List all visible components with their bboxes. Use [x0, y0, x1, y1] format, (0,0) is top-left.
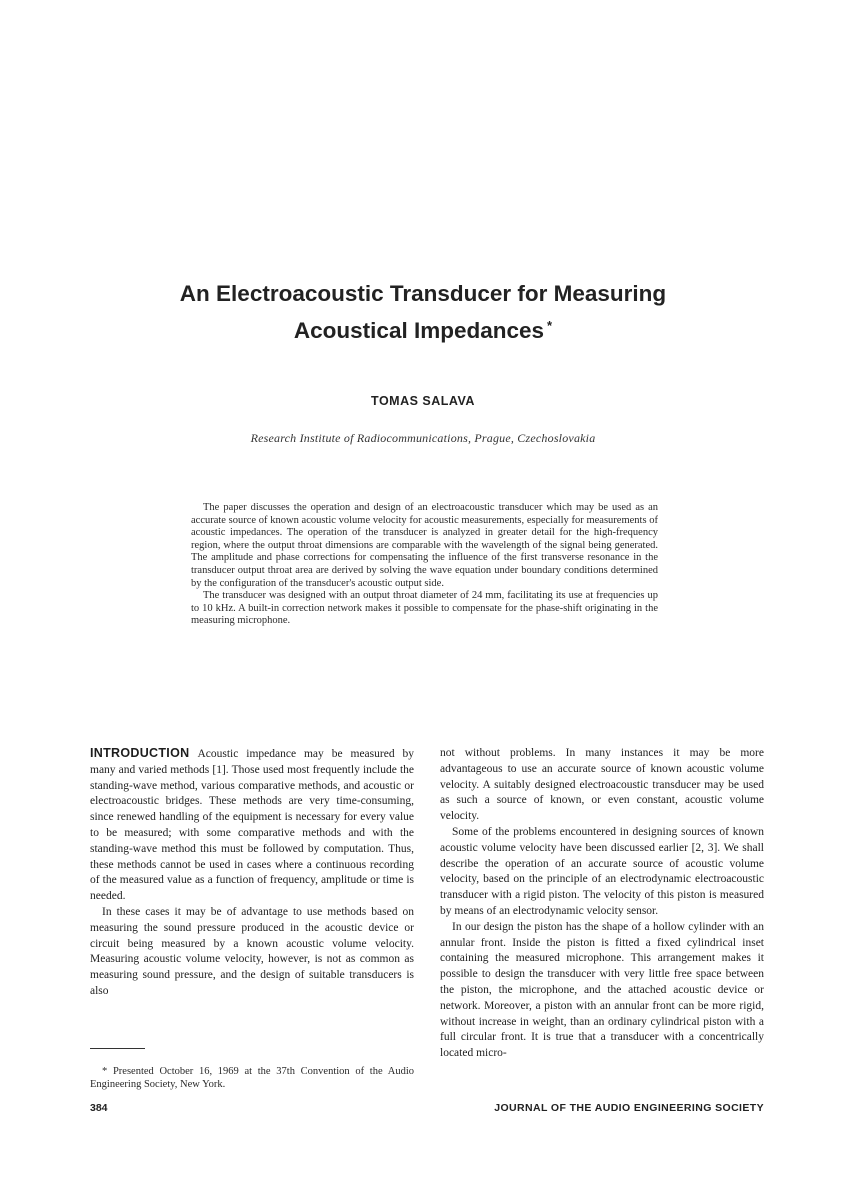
intro-paragraph-2: In these cases it may be of advantage to use methods based on measuring the sound pressure produced in the acoustic device or circuit being measured by a known acoustic volume velocity. Measuring acoustic volume velocity, however, is not as common as measuring sound pressure, and the design of suitable transducers is also	[90, 905, 414, 997]
footnote: * Presented October 16, 1969 at the 37th Convention of the Audio Engineering Society, New York.	[90, 1066, 414, 1090]
abstract-paragraph-2: The transducer was designed with an output throat diameter of 24 mm, facilitating its use at frequencies up to 10 kHz. A built-in correction network makes it possible to compensate for the phase-shift originating in the measuring microphone.	[191, 590, 658, 627]
title-line-2	[100, 310, 746, 347]
body-column-left	[90, 746, 414, 1000]
intro-paragraph-1	[90, 746, 414, 905]
journal-name: JOURNAL OF THE AUDIO ENGINEERING SOCIETY	[494, 1102, 764, 1114]
section-heading-introduction: INTRODUCTION	[90, 746, 190, 760]
title-footnote-mark: *	[547, 318, 553, 333]
title-line-1: An Electroacoustic Transducer for Measuring	[179, 281, 667, 306]
body-column-right	[440, 746, 764, 1062]
footnote-divider	[90, 1048, 145, 1049]
abstract	[191, 502, 658, 628]
intro-paragraph-5: In our design the piston has the shape of a hollow cylinder with an annular front. Inside the piston is fitted a fixed cylindrical inset containing the measured microphone. This arrangement makes it possible to design the transducer with very little free space between the piston, the microphone, and the attached acoustic device or network. Moreover, a piston with an annular front can be more rigid, without increase in weight, than an ordinary cylindrical piston with a full circular front. It is true that a transducer with a concentrically located micro-	[440, 920, 764, 1060]
title-line-2-text: Acoustical Impedances	[293, 318, 545, 343]
author-name: TOMAS SALAVA	[371, 394, 475, 408]
abstract-paragraph-1: The paper discusses the operation and design of an electroacoustic transducer which may be used as an accurate source of known acoustic volume velocity for acoustic measurements, especially for measurements of acoustic impedances. The operation of the transducer is analyzed in greater detail for the high-frequency region, where the output throat dimensions are comparable with the wavelength of the signal being generated. The amplitude and phase corrections for compensating the influence of the first transverse resonance in the transducer output throat area are derived by solving the wave equation under boundary conditions determined by the configuration of the transducer's acoustic output side.	[191, 502, 658, 589]
intro-paragraph-4: Some of the problems encountered in designing sources of known acoustic volume velocity have been discussed earlier [2, 3]. We shall describe the operation of an accurate source of acoustic volume velocity, based on the principle of an electrodynamic electroacoustic transducer with a rigid piston. The velocity of this piston is measured by means of an electrodynamic velocity sensor.	[440, 825, 764, 917]
article-title	[100, 278, 746, 347]
author-affiliation: Research Institute of Radiocommunications, Prague, Czechoslovakia	[250, 431, 596, 445]
page-number: 384	[90, 1102, 108, 1114]
intro-paragraph-3: not without problems. In many instances it may be more advantageous to use an accurate source of known acoustic volume velocity. A suitably designed electroacoustic transducer may be used as such a source of known, or even constant, acoustic volume velocity.	[440, 747, 764, 823]
intro-paragraph-1-text: Acoustic impedance may be measured by many and varied methods [1]. Those used most frequently include the standing-wave method, various comparative methods, and acoustic or electroacoustic bridges. These methods are very time-consuming, since renewed handling of the equipment is necessary for every value to be measured; with some comparative methods and with the standing-wave method this must be followed by computation. Thus, these methods cannot be used in cases where a continuous recording of the measured value as a function of frequency, amplitude or time is needed.	[90, 748, 414, 903]
